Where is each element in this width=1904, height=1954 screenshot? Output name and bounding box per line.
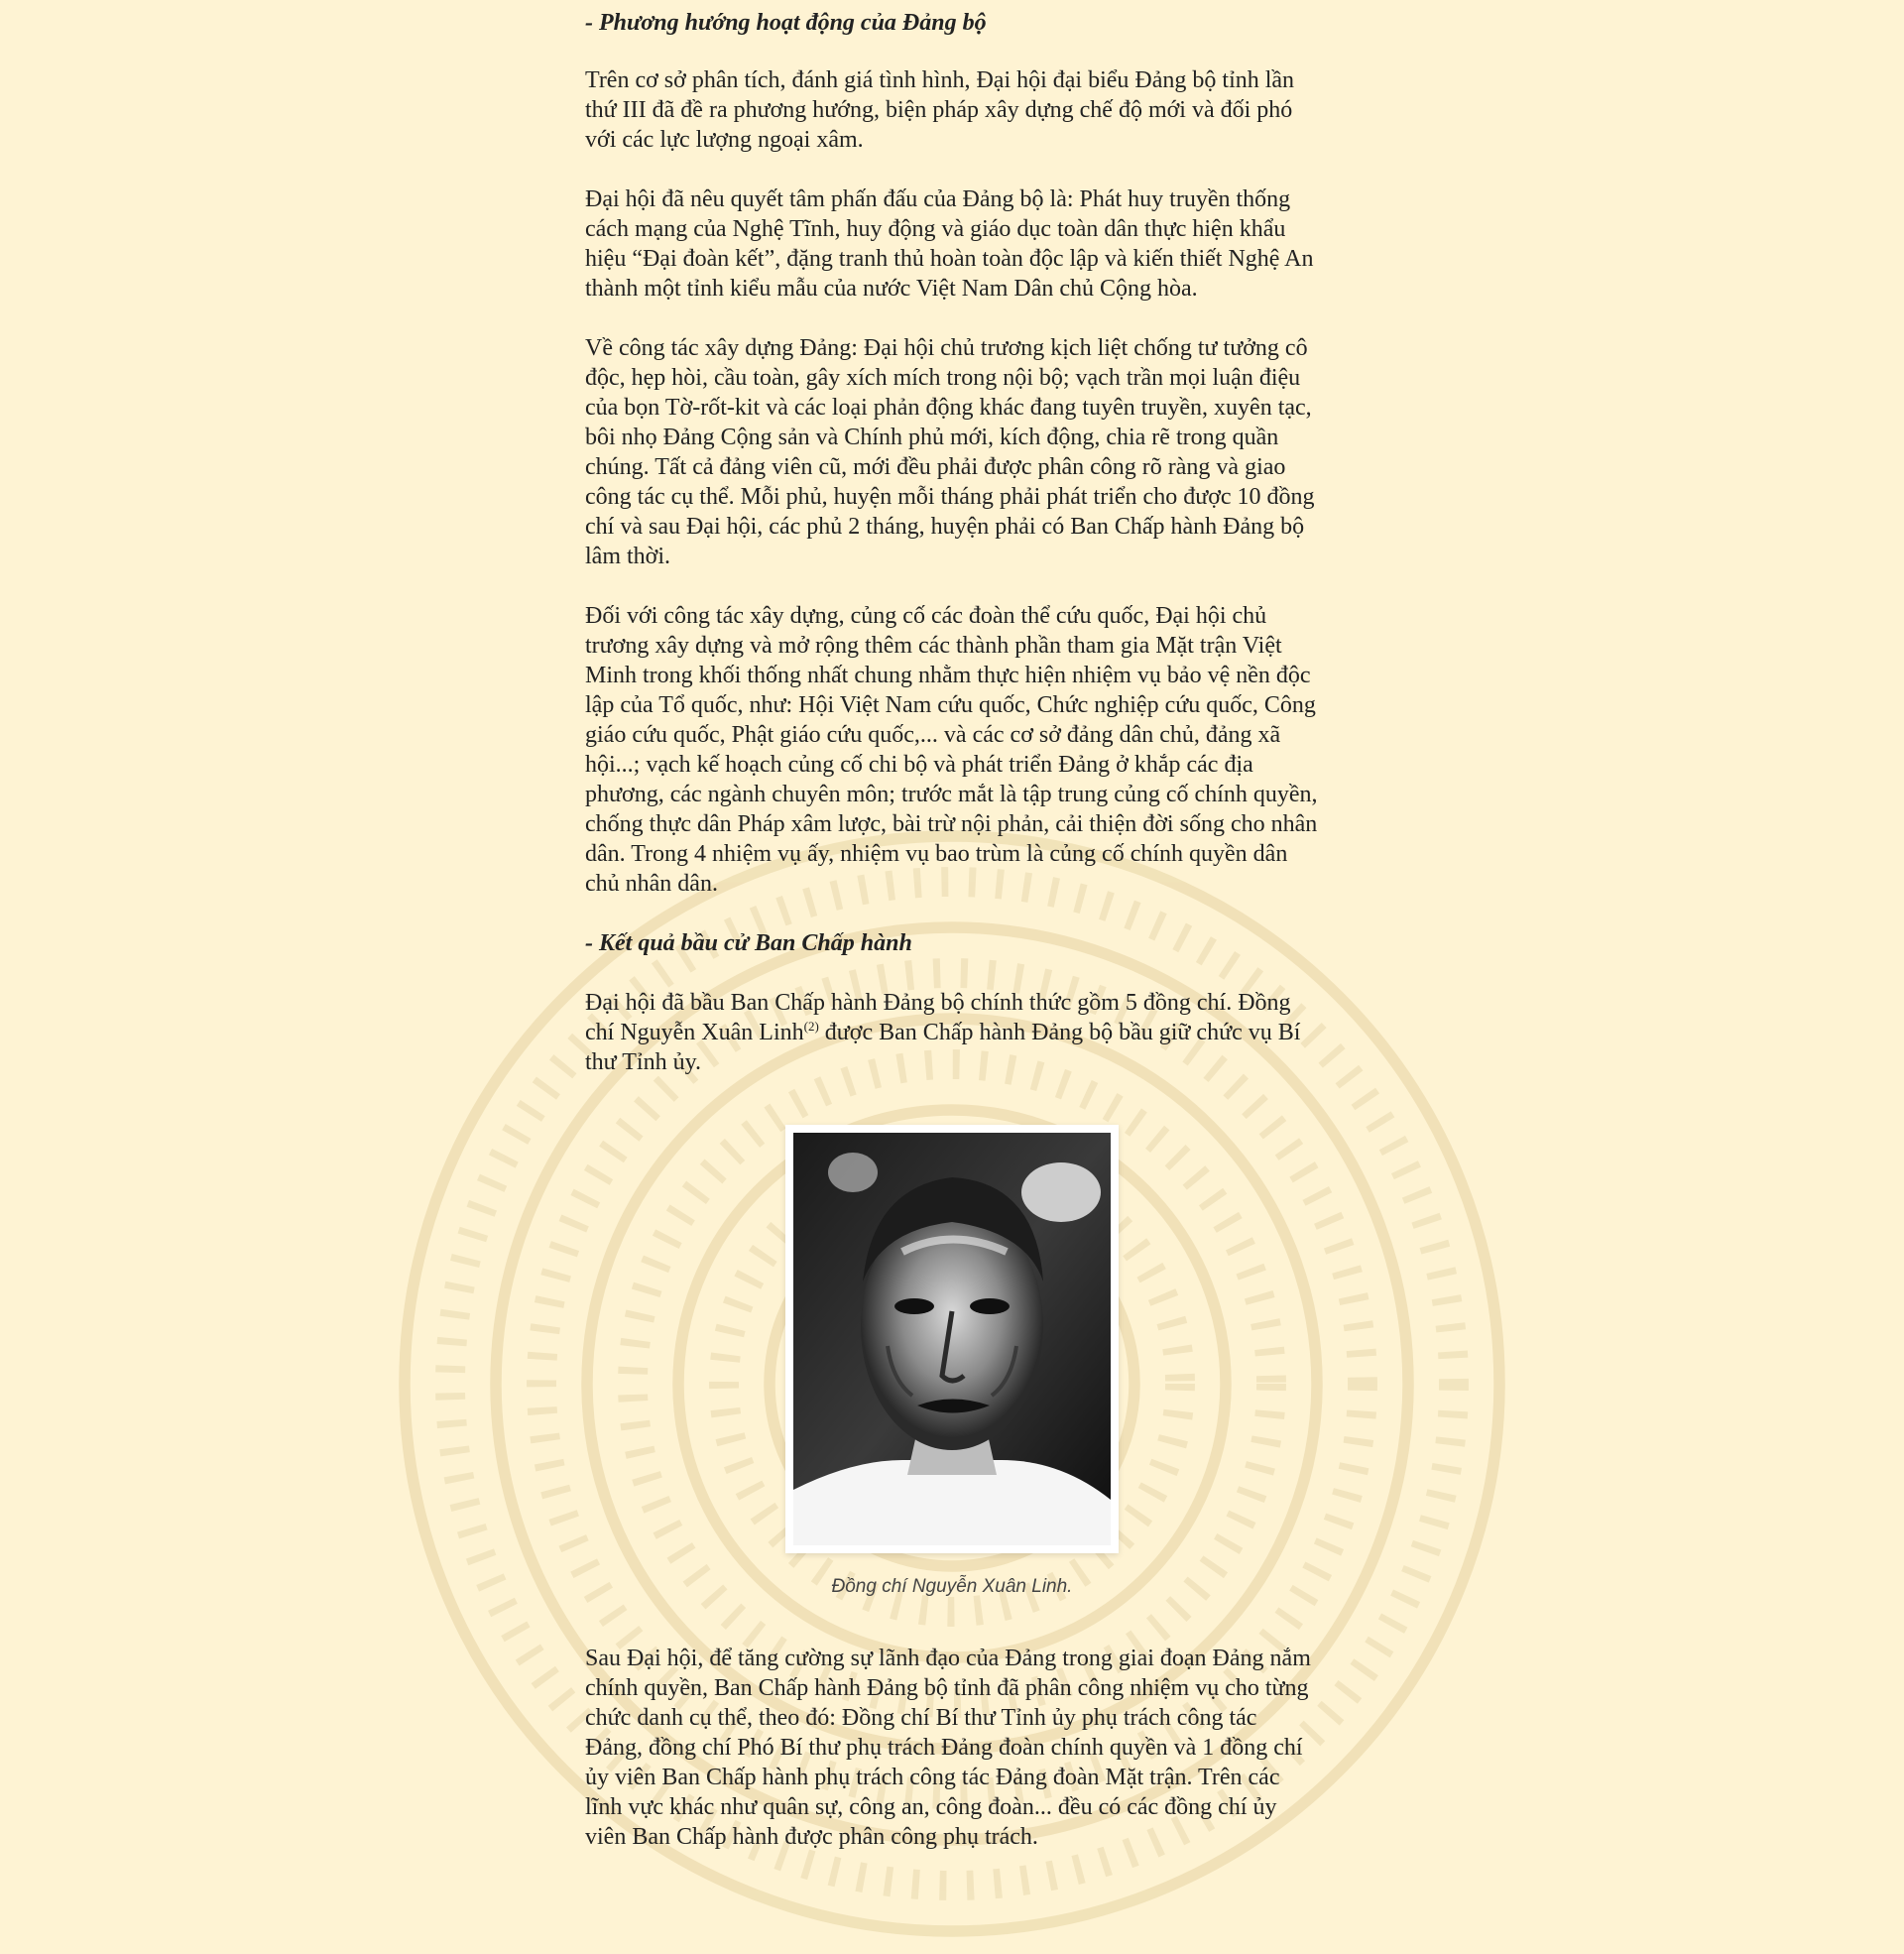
paragraph-3: Về công tác xây dựng Đảng: Đại hội chủ trương kịch liệt chống tư tưởng cô độc, hẹp hòi, cầu toàn, gây xích mích trong nội bộ; vạch trần mọi luận điệu của bọn Tờ-rốt-kit và các loại phản động khác đang tuyên truyền, xuyên tạc, bôi nhọ Đảng Cộng sản và Chính phủ mới, kích động, chia rẽ trong quần chúng. Tất cả đảng viên cũ, mới đều phải được phân công rõ ràng và giao công tác cụ thể. Mỗi phủ, huyện mỗi tháng phải phát triển cho được 10 đồng chí và sau Đại hội, các phủ 2 tháng, huyện phải có Ban Chấp hành Đảng bộ lâm thời. <box>585 335 1315 569</box>
figure-caption: Đồng chí Nguyễn Xuân Linh. <box>831 1576 1073 1597</box>
paragraph-5-text-end: được Ban Chấp hành Đảng bộ bầu giữ chức vụ Bí thư Tỉnh ủy. <box>585 1020 1301 1075</box>
section-heading-direction: - Phương hướng hoạt động của Đảng bộ <box>585 10 987 36</box>
paragraph-1: Trên cơ sở phân tích, đánh giá tình hình, Đại hội đại biểu Đảng bộ tỉnh lần thứ III đã đề ra phương hướng, biện pháp xây dựng chế độ mới và đối phó với các lực lượng ngoại xâm. <box>585 67 1295 153</box>
paragraph-4: Đối với công tác xây dựng, củng cố các đoàn thể cứu quốc, Đại hội chủ trương xây dựng và mở rộng thêm các thành phần tham gia Mặt trận Việt Minh trong khối thống nhất chung nhằm thực hiện nhiệm vụ bảo vệ nền độc lập của Tổ quốc, như: Hội Việt Nam cứu quốc, Chức nghiệp cứu quốc, Công giáo cứu quốc, Phật giáo cứu quốc,... và các cơ sở đảng dân chủ, đảng xã hội...; vạch kế hoạch củng cố chi bộ và phát triển Đảng ở khắp các địa phương, các ngành chuyên môn; trước mắt là tập trung củng cố chính quyền, chống thực dân Pháp xâm lược, bài trừ nội phản, cải thiện đời sống cho nhân dân. Trong 4 nhiệm vụ ấy, nhiệm vụ bao trùm là củng cố chính quyền dân chủ nhân dân. <box>585 603 1318 897</box>
portrait-figure <box>585 1125 1319 1599</box>
portrait-image <box>793 1133 1111 1545</box>
paragraph-5-text: Đại hội đã bầu Ban Chấp hành Đảng bộ chính thức gồm 5 đồng chí. Đồng chí Nguyễn Xuân Linh <box>585 990 1291 1045</box>
article-body <box>585 0 1319 1852</box>
section-heading-election: - Kết quả bầu cử Ban Chấp hành <box>585 930 912 956</box>
portrait-photo <box>785 1125 1119 1553</box>
paragraph-2: Đại hội đã nêu quyết tâm phấn đấu của Đảng bộ là: Phát huy truyền thống cách mạng của Nghệ Tĩnh, huy động và giáo dục toàn dân thực hiện khẩu hiệu “Đại đoàn kết”, đặng tranh thủ hoàn toàn độc lập và kiến thiết Nghệ An thành một tỉnh kiểu mẫu của nước Việt Nam Dân chủ Cộng hòa. <box>585 186 1314 302</box>
paragraph-5 <box>585 988 1319 1077</box>
paragraph-6: Sau Đại hội, để tăng cường sự lãnh đạo của Đảng trong giai đoạn Đảng nắm chính quyền, Ban Chấp hành Đảng bộ tỉnh đã phân công nhiệm vụ cho từng chức danh cụ thể, theo đó: Đồng chí Bí thư Tỉnh ủy phụ trách công tác Đảng, đồng chí Phó Bí thư phụ trách Đảng đoàn chính quyền và 1 đồng chí ủy viên Ban Chấp hành phụ trách công tác Đảng đoàn Mặt trận. Trên các lĩnh vực khác như quân sự, công an, công đoàn... đều có các đồng chí ủy viên Ban Chấp hành được phân công phụ trách. <box>585 1646 1311 1850</box>
footnote-ref-2[interactable]: (2) <box>803 1019 819 1034</box>
